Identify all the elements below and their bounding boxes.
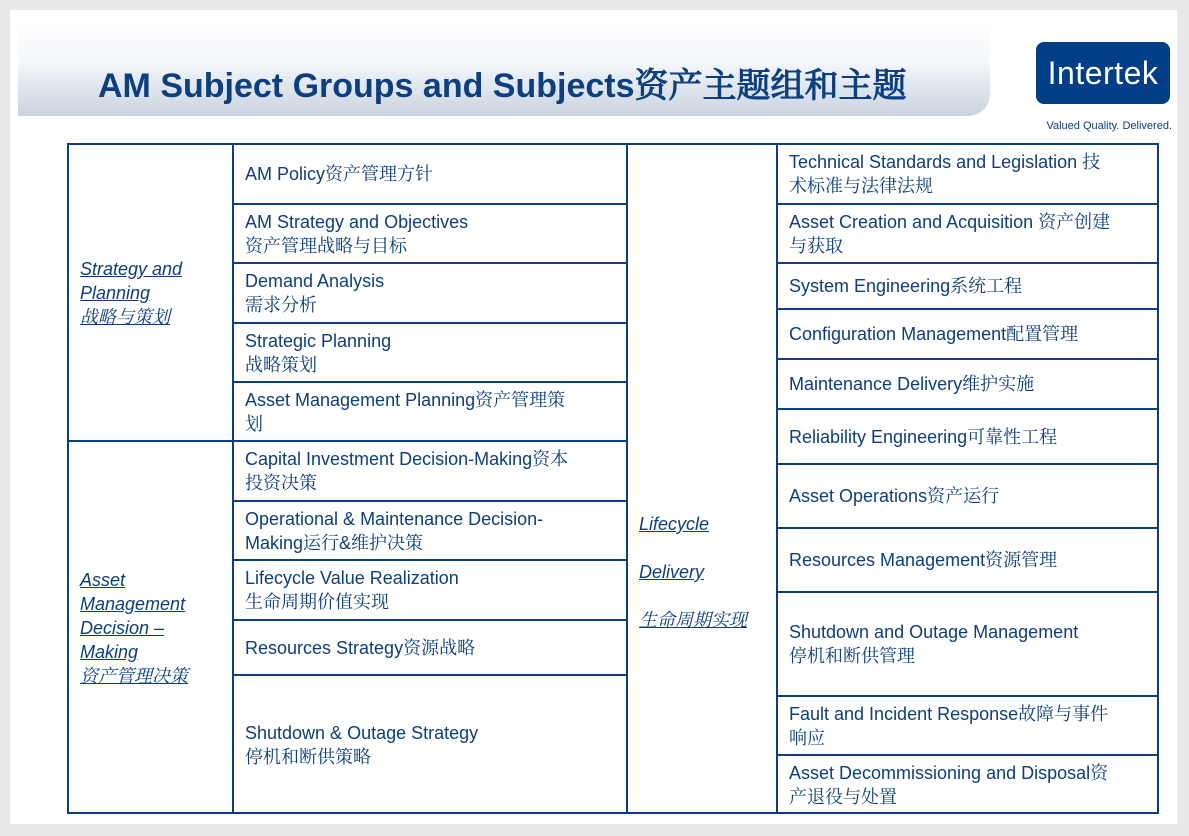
subject-cell	[234, 145, 626, 205]
subject-cell	[234, 205, 626, 264]
group-label-line: Delivery	[639, 562, 705, 582]
subject-text: 划	[245, 413, 263, 434]
subject-text: Making运行&维护决策	[245, 532, 424, 553]
group-label-line: 生命周期实现	[639, 610, 747, 630]
subject-cell	[778, 697, 1157, 756]
subject-column-left	[234, 145, 628, 812]
subject-text: Demand Analysis	[245, 271, 385, 291]
group-am-decision-making	[69, 442, 232, 814]
subject-cell	[778, 465, 1157, 529]
subject-text: Fault and Incident Response故障与事件	[789, 703, 1109, 724]
page-title: AM Subject Groups and Subjects资产主题组和主题	[98, 67, 907, 105]
group-label-decision[interactable]	[69, 568, 188, 688]
subject-column-right	[778, 145, 1157, 812]
subject-cell	[778, 145, 1157, 205]
group-column-right	[628, 145, 778, 812]
subject-cell	[234, 264, 626, 324]
subject-text: AM Policy资产管理方针	[245, 164, 434, 184]
group-label-line: Decision –	[80, 618, 165, 638]
subject-cell	[234, 442, 626, 502]
group-label-line: Strategy and	[80, 258, 183, 279]
subject-text: 停机和断供管理	[789, 646, 915, 666]
subject-text: Lifecycle Value Realization	[245, 568, 459, 588]
subject-cell	[778, 205, 1157, 264]
subject-cell	[778, 264, 1157, 310]
intertek-logo: Intertek	[1036, 42, 1170, 104]
subject-cell	[778, 529, 1157, 593]
group-label-strategy[interactable]	[69, 257, 182, 329]
subject-text: Resources Management资源管理	[789, 550, 1058, 570]
subject-cell	[234, 383, 626, 442]
slide	[10, 10, 1177, 824]
title-band	[18, 20, 990, 116]
subject-cell	[234, 324, 626, 383]
subject-text: Resources Strategy资源战略	[245, 637, 476, 658]
subject-text: 生命周期价值实现	[245, 592, 389, 612]
subject-text: 资产管理战略与目标	[245, 235, 407, 256]
subject-text: 停机和断供策略	[245, 747, 371, 767]
subject-text: Asset Operations资产运行	[789, 486, 1000, 506]
subject-cell	[234, 561, 626, 621]
subject-text: System Engineering系统工程	[789, 276, 1023, 296]
subject-text: Reliability Engineering可靠性工程	[789, 426, 1058, 447]
subject-text: 需求分析	[245, 295, 317, 315]
subject-text: 术标准与法律法规	[789, 176, 933, 196]
subject-table	[67, 143, 1159, 814]
subject-cell	[778, 360, 1157, 410]
group-column-left	[69, 145, 234, 812]
subject-cell	[234, 621, 626, 676]
subject-text: Asset Management Planning资产管理策	[245, 389, 566, 410]
subject-cell	[234, 676, 626, 814]
subject-text: AM Strategy and Objectives	[245, 211, 469, 232]
subject-text: 战略策划	[245, 354, 317, 375]
subject-text: 产退役与处置	[789, 787, 897, 807]
group-strategy-planning	[69, 145, 232, 442]
subject-text: 与获取	[789, 235, 843, 256]
subject-text: Maintenance Delivery维护实施	[789, 374, 1035, 394]
logo-tagline: Valued Quality. Delivered.	[1046, 120, 1172, 132]
subject-text: 投资决策	[245, 473, 317, 493]
group-label-line: Management	[80, 594, 186, 614]
group-label-line: Planning	[80, 282, 151, 303]
subject-text: Strategic Planning	[245, 330, 392, 351]
subject-cell	[778, 410, 1157, 465]
subject-text: Asset Creation and Acquisition 资产创建	[789, 211, 1111, 232]
subject-cell	[778, 593, 1157, 697]
group-label-line: Asset	[80, 570, 126, 590]
subject-text: Operational & Maintenance Decision-	[245, 508, 544, 529]
subject-cell	[234, 502, 626, 561]
subject-text: Capital Investment Decision-Making资本	[245, 449, 569, 469]
subject-text: 响应	[789, 727, 825, 748]
subject-text: Configuration Management配置管理	[789, 324, 1079, 344]
group-label-line: 资产管理决策	[80, 666, 188, 686]
subject-text: Asset Decommissioning and Disposal资	[789, 763, 1109, 783]
subject-text: Shutdown and Outage Management	[789, 622, 1079, 642]
subject-text: Technical Standards and Legislation 技	[789, 152, 1101, 172]
group-label-line: Lifecycle	[639, 514, 710, 534]
group-label-lifecycle[interactable]	[639, 512, 747, 656]
group-label-line: 战略与策划	[80, 306, 170, 327]
group-label-line: Making	[80, 642, 139, 662]
subject-cell	[778, 756, 1157, 814]
subject-cell	[778, 310, 1157, 360]
subject-text: Shutdown & Outage Strategy	[245, 723, 479, 743]
